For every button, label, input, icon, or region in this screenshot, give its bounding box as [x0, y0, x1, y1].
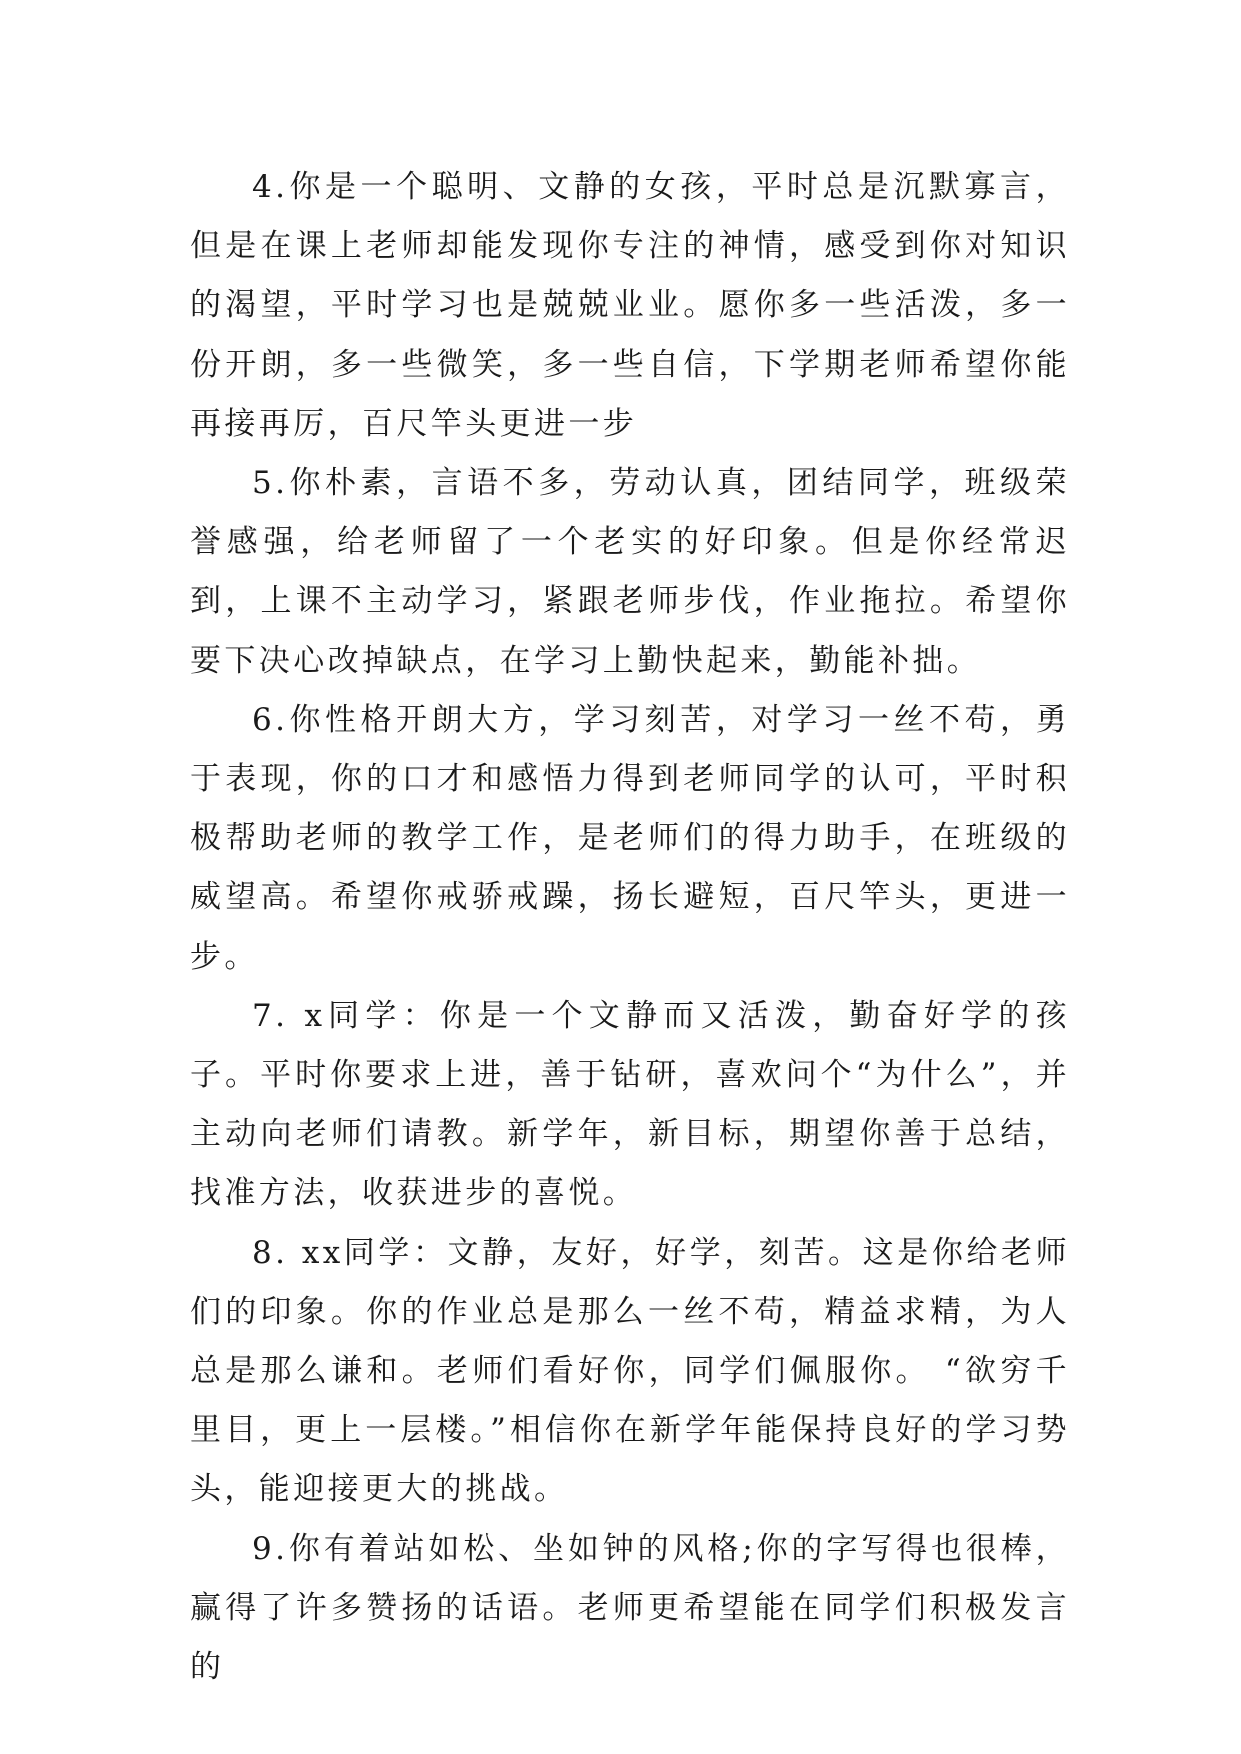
paragraph-comment-6: 6.你性格开朗大方，学习刻苦，对学习一丝不苟，勇于表现，你的口才和感悟力得到老师同学的认可，平时积极帮助老师的教学工作，是老师们的得力助手，在班级的威望高。希望你戒骄戒躁，扬长避短，百尺竿头，更进一步。 — [190, 701, 1070, 975]
paragraph-comment-4: 4.你是一个聪明、文静的女孩，平时总是沉默寡言，但是在课上老师却能发现你专注的神情，感受到你对知识的渴望，平时学习也是兢兢业业。愿你多一些活泼，多一份开朗，多一些微笑，多一些自信，下学期老师希望你能再接再厉，百尺竿头更进一步 — [190, 169, 1070, 442]
paragraph-comment-7: 7. x同学：你是一个文静而又活泼，勤奋好学的孩子。平时你要求上进，善于钻研，喜欢问个“为什么”，并主动向老师们请教。新学年，新目标，期望你善于总结，找准方法，收获进步的喜悦。 — [190, 997, 1070, 1212]
document-body — [190, 158, 1070, 1697]
paragraph-comment-9: 9.你有着站如松、坐如钟的风格;你的字写得也很棒，赢得了许多赞扬的话语。老师更希望能在同学们积极发言的 — [190, 1530, 1070, 1686]
paragraph-comment-8: 8. xx同学：文静，友好，好学，刻苦。这是你给老师们的印象。你的作业总是那么一丝不苟，精益求精，为人总是那么谦和。老师们看好你，同学们佩服你。 “欲穷千里目，更上一层楼。”相信你在新学年能保持良好的学习势头，能迎接更大的挑战。 — [190, 1234, 1070, 1508]
paragraph-comment-5: 5.你朴素，言语不多，劳动认真，团结同学，班级荣誉感强，给老师留了一个老实的好印象。但是你经常迟到，上课不主动学习，紧跟老师步伐，作业拖拉。希望你要下决心改掉缺点，在学习上勤快起来，勤能补拙。 — [190, 465, 1070, 679]
